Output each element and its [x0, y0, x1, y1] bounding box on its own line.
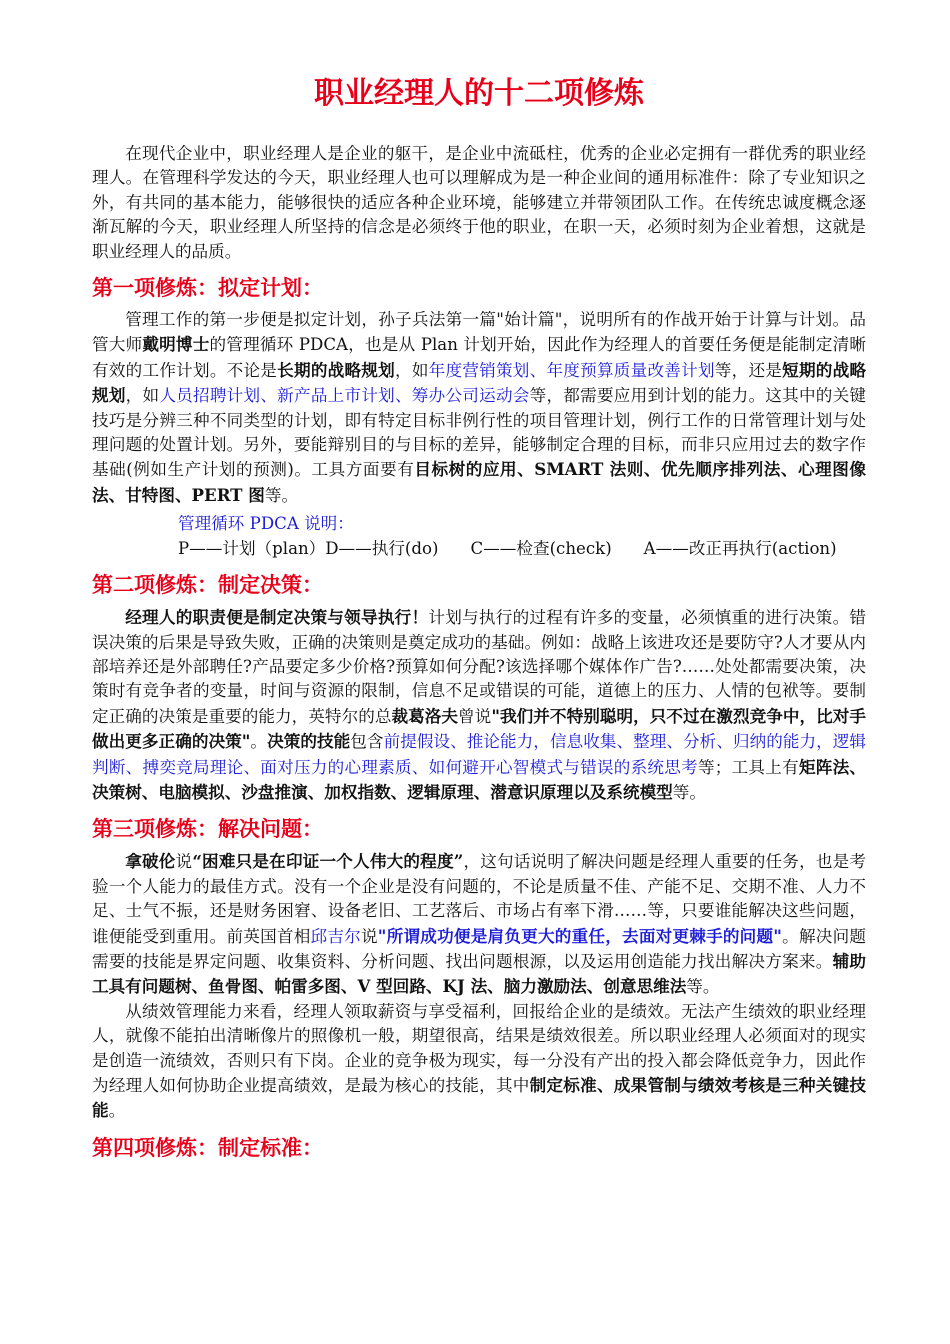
s1-bold-tools: 目标树的应用、SMART 法则、优先顺序排列法、心理图像法、甘特图、PERT 图 [92, 459, 866, 505]
s2-text-5: 等；工具上有 [697, 757, 799, 777]
section-3-heading: 第三项修炼：解决问题： [92, 817, 323, 842]
s3-p2-text-1: 从绩效管理能力来看，经理人领取薪资与享受福利，回报给企业的是绩效。无法产生绩效的职业经理人，就像不能拍出清晰像片的照像机一般，期望很高，结果是绩效很差。所以职业经理人必须面对的现实是创造一流绩效，否则只有下岗。企业的竞争极为现实，每一分没有产出的投入都会降低竞争力，因此作为经理人如何协助企业提高绩效，是最为核心的技能，其中 [92, 1001, 866, 1095]
s2-bold-skills: 决策的技能 [267, 731, 351, 752]
section-1-heading: 第一项修炼：拟定计划： [92, 276, 323, 301]
s1-text-7: 等。 [264, 485, 299, 505]
section-3-paragraph-1 [92, 849, 866, 999]
section-1-paragraph [92, 308, 866, 508]
s3-text-1: 说 [175, 852, 193, 872]
s3-bold-tools: 辅助工具有问题树、鱼骨图、帕雷多图、V 型回路、KJ 法、脑力激励法、创意思维法 [92, 950, 867, 997]
pdca-c: C——检查(check) [470, 538, 612, 558]
s3-bold-quote: “困难只是在印证一个人伟大的程度” [192, 851, 464, 872]
pdca-a: A——改正再执行(action) [643, 538, 837, 558]
s3-text-4: 。解决问题需要的技能是界定问题、收集资料、分析问题、找出问题根源，以及运用创造能力找出解决方案来。 [92, 926, 867, 971]
s1-text-3: ，如 [394, 360, 429, 380]
s1-bold-short-term: 短期的战略规划 [92, 359, 867, 406]
document-page [92, 72, 866, 1168]
s3-bold-napoleon: 拿破伦 [125, 851, 176, 872]
section-2-heading: 第二项修炼：制定决策： [92, 573, 323, 598]
document-title: 职业经理人的十二项修炼 [314, 76, 644, 111]
s1-text-2: 的管理循环 PDCA，也是从 Plan 计划开始，因此作为经理人的首要任务便是能制定清晰有效的工作计划。不论是 [92, 335, 866, 380]
s2-bold-quote: "我们并不特别聪明，只不过在激烈竞争中，比对手做出更多正确的决策" [92, 705, 867, 752]
pdca-p: P——计划（plan） [178, 538, 326, 558]
s1-text-5: ，如 [125, 386, 160, 406]
s3-p2-bold-skills: 制定标准、成果管制与绩效考核是三种关键技能 [92, 1075, 867, 1121]
section-4-heading: 第四项修炼：制定标准： [92, 1135, 323, 1160]
s1-text-6: 等，都需要应用到计划的能力。这其中的关键技巧是分辨三种不同类型的计划，即有特定目标非例行性的项目管理计划，例行工作的日常管理计划与处理问题的处置计划。另外，要能辩别目的与目标的差异，能够制定合理的目标，而非只应用过去的数字作基础(例如生产计划的预测)。工具方面要有 [92, 386, 867, 480]
s1-text-4: 等，还是 [714, 360, 783, 380]
s3-blue-quote: "所谓成功便是肩负更大的重任，去面对更棘手的问题" [377, 925, 782, 946]
s2-bold-duty: 经理人的职责便是制定决策与领导执行！ [125, 607, 429, 628]
pdca-title: 管理循环 PDCA 说明： [178, 514, 354, 534]
pdca-description [92, 537, 866, 561]
s2-blue-skill-list: 前提假设、推论能力，信息收集、整理、分析、归纳的能力，逻辑判断、搏奕竞局理论、面对压力的心理素质、如何避开心智模式与错误的系统思考 [92, 732, 867, 777]
s1-bold-deming: 戴明博士 [142, 334, 210, 355]
s2-text-3: 。 [250, 732, 268, 752]
s1-blue-annual-plans: 年度营销策划、年度预算质量改善计划 [428, 360, 715, 380]
s3-p2-text-2: 。 [108, 1101, 126, 1121]
section-2-paragraph [92, 605, 866, 805]
s2-text-4: 包含 [350, 732, 384, 752]
s3-text-2: ，这句话说明了解决问题是经理人重要的任务，也是考验一个人能力的最佳方式。没有一个企业是没有问题的，不论是质量不佳、产能不足、交期不准、人力不足、士气不振，还是财务困窘、设备老旧、工艺落后、市场占有率下滑……等，只要谁能解决这些问题，谁便能受到重用。前英国首相 [92, 852, 867, 946]
s2-text-6: 等。 [672, 782, 706, 802]
pdca-d: D——执行(do) [325, 538, 439, 558]
s2-text-1: 计划与执行的过程有许多的变量，必须慎重的进行决策。错误决策的后果是导致失败，正确的决策则是奠定成功的基础。例如：战略上该进攻还是要防守?人才要从内部培养还是外部聘任?产品要定多少价格?预算如何分配?该选择哪个媒体作广告?……处处都需要决策，决策时有竞争者的变量，时间与资源的限制，信息不足或错误的可能，道德上的压力、人情的包袱等。要制定正确的决策是重要的能力，英特尔的总 [92, 608, 867, 726]
s2-text-2: 曾说 [458, 706, 492, 726]
s2-bold-grove: 裁葛洛夫 [391, 705, 459, 726]
intro-paragraph: 在现代企业中，职业经理人是企业的躯干，是企业中流砥柱，优秀的企业必定拥有一群优秀的职业经理人。在管理科学发达的今天，职业经理人也可以理解成为是一种企业间的通用标准件：除了专业知识之外，有共同的基本能力，能够很快的适应各种企业环境，能够建立并带领团队工作。在传统忠诚度概念逐渐瓦解的今天，职业经理人所坚持的信念是必须终于他的职业，在职一天，必须时刻为企业着想，这就是职业经理人的品质。 [92, 144, 866, 261]
section-3-paragraph-2 [92, 1000, 866, 1124]
s1-bold-long-term: 长期的战略规划 [277, 359, 395, 380]
s1-text-1: 管理工作的第一步便是拟定计划，孙子兵法第一篇"始计篇"，说明所有的作战开始于计算与计划。品管大师 [92, 310, 866, 355]
s2-bold-tools: 矩阵法、决策树、电脑模拟、沙盘推演、加权指数、逻辑原理、潜意识原理以及系统模型 [92, 756, 867, 802]
s3-blue-churchill: 邱吉尔 [310, 926, 361, 946]
s3-text-5: 等。 [686, 977, 720, 997]
s3-text-3: 说 [360, 926, 378, 946]
s1-blue-short-plans: 人员招聘计划、新产品上市计划、筹办公司运动会 [159, 386, 530, 406]
